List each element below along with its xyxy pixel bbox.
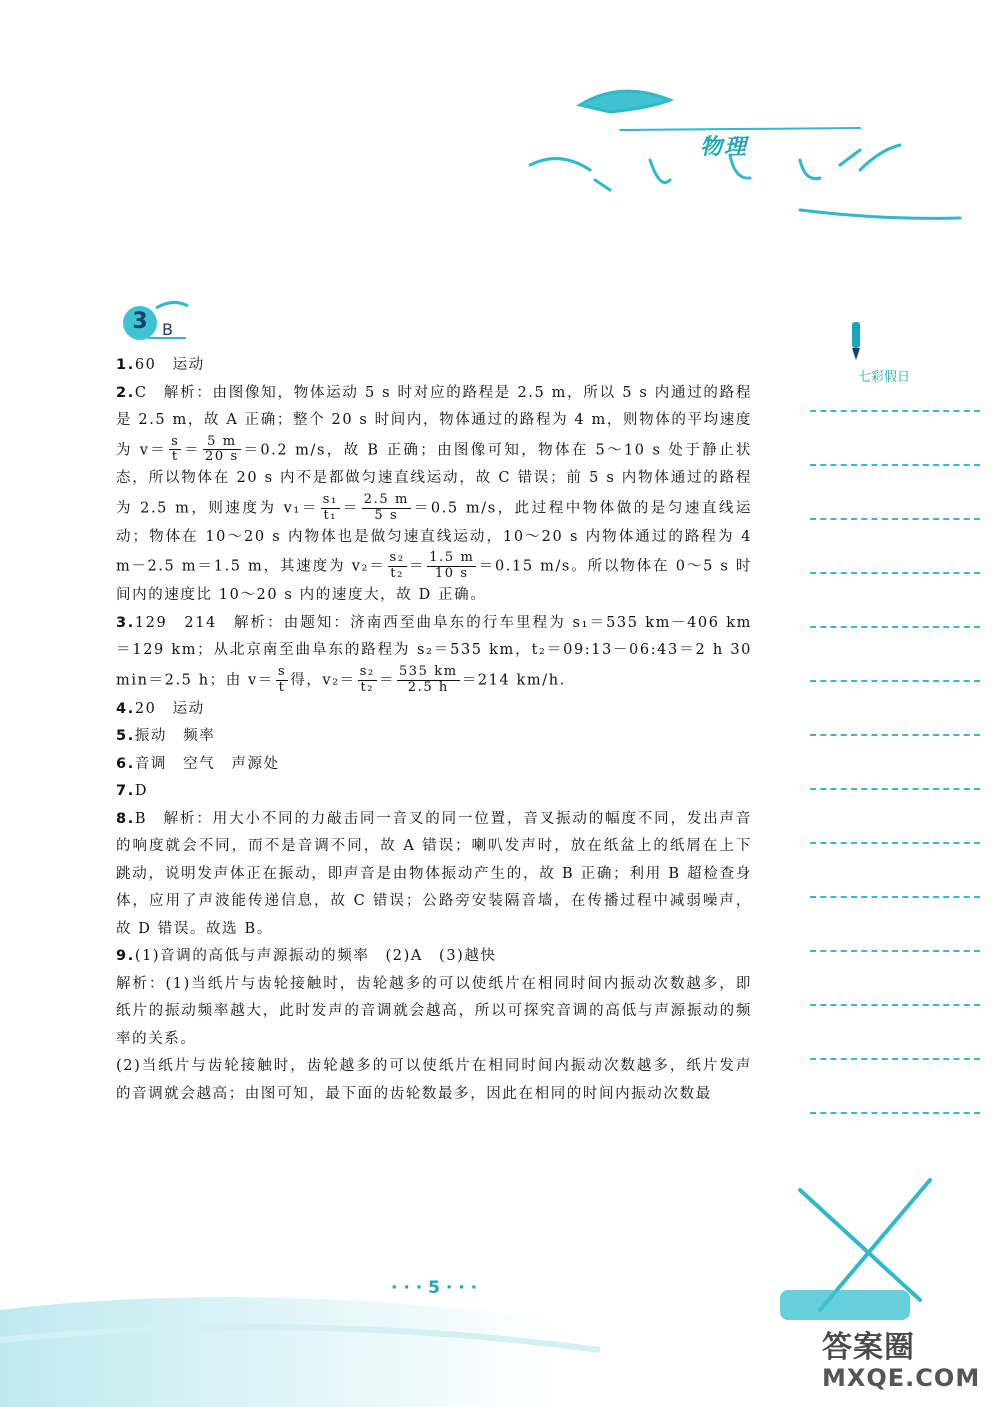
answer-item: 8.B 解析：用大小不同的力敲击同一音叉的同一位置，音叉振动的幅度不同，发出声音的响度就会不同，而不是音调不同，故 A 错误；喇叭发声时，放在纸盆上的纸屑在上下跳动，说明发声体正在振动，即声音是由物体振动产生的，故 B 正确；利用 B 超检查身体，应用了声波能传递信息，故 C 错误；公路旁安装隔音墙，在传播过程中减弱噪声，故 D 错误。故选 B。 bbox=[116, 810, 752, 937]
fraction: $\frac{\text{s₁}}{\text{t₁}}$ bbox=[322, 491, 338, 523]
sidebar-title: 七彩假日 bbox=[858, 370, 911, 385]
subject-label: 物理 bbox=[700, 135, 749, 160]
note-line bbox=[810, 734, 980, 736]
answer-item: 1.60 运动 bbox=[116, 357, 205, 373]
fraction: $\frac{s}{t}$ bbox=[277, 663, 287, 695]
footer-decoration bbox=[780, 1170, 980, 1330]
note-line bbox=[810, 1004, 980, 1006]
note-line bbox=[810, 410, 980, 412]
answer-item: 2.C 解析：由图像知，物体运动 5 s 时对应的路程是 2.5 m，所以 5 s 内通过的路程是 2.5 m，故 A 正确；整个 20 s 时间内，物体通过的路程为 4 m，则物体的平均速度为 v＝ $\frac{s}{t}$ ＝ $\frac{5 m}{20 s}$ ＝0.2 m/s，故 B 正确；由图像可知，物体在 5～10 s 处于静止状态，所以物体在 20 s 内不是都做匀速直线运动，故 C 错误；前 5 s 内物体通过的路程为 2.5 m，则速度为 v₁＝ $\frac{\text{s₁}}{\text{t₁}}$ ＝ $\frac{2.5 m}{5 s}$ ＝0.5 m/s，此过程中物体做的是匀速直线运动；物体在 10～20 s 内物体也是做匀速直线运动，10～20 s 内物体通过的路程为 4 m－2.5 m＝1.5 m，其速度为 v₂＝ $\frac{\text{s₂}}{\text{t₂}}$ ＝ $\frac{1.5 m}{10 s}$ ＝0.15 m/s。所以物体在 0～5 s 时间内的速度比 10～20 s 内的速度大，故 D 正确。 bbox=[116, 384, 752, 604]
answer-list bbox=[116, 352, 752, 1108]
section-number: 3 bbox=[132, 309, 148, 334]
explanation-paragraph: (2)当纸片与齿轮接触时，齿轮越多的可以使纸片在相同时间内振动次数越多，纸片发声的音调就会越高；由图可知，最下面的齿轮数最多，因此在相同的时间内振动次数最 bbox=[116, 1058, 752, 1102]
answer-item: 4.20 运动 bbox=[116, 700, 205, 717]
note-line bbox=[810, 626, 980, 628]
note-line bbox=[810, 518, 980, 520]
note-line bbox=[810, 464, 980, 466]
fraction: $\frac{2.5 m}{5 s}$ bbox=[363, 491, 409, 523]
fraction: $\frac{\text{s₂}}{\text{t₂}}$ bbox=[389, 550, 405, 582]
note-line bbox=[810, 1112, 980, 1114]
pen-icon bbox=[846, 320, 866, 362]
fraction: $\frac{\text{s₂}}{\text{t₂}}$ bbox=[359, 663, 375, 695]
note-line bbox=[810, 572, 980, 574]
answer-item: 5.振动 频率 bbox=[116, 728, 216, 744]
answer-item: 9.(1)音调的高低与声源振动的频率 (2)A (3)越快 bbox=[116, 948, 497, 964]
note-line bbox=[810, 788, 980, 790]
note-line bbox=[810, 842, 980, 844]
answer-item: 3.129 214 解析：由题知：济南西至曲阜东的行车里程为 s₁＝535 km－406 km＝129 km；从北京南至曲阜东的路程为 s₂＝535 km，t₂＝09:13－06:43＝2 h 30 min＝2.5 h；由 v＝ $\frac{s}{t}$ 得，v₂＝ $\frac{\text{s₂}}{\text{t₂}}$ ＝ $\frac{535 km}{2.5 h}$ ＝214 km/h. bbox=[116, 614, 752, 695]
watermark: 答案圈 bbox=[822, 1330, 915, 1365]
page-number: · · · 5 · · · bbox=[390, 1278, 478, 1298]
note-line bbox=[810, 1058, 980, 1060]
answer-item: 7.D bbox=[116, 783, 149, 799]
fraction: $\frac{5 m}{20 s}$ bbox=[205, 433, 239, 465]
fraction: $\frac{1.5 m}{10 s}$ bbox=[429, 550, 475, 582]
answer-item: 6.音调 空气 声源处 bbox=[116, 755, 280, 772]
note-line bbox=[810, 896, 980, 898]
note-line bbox=[810, 680, 980, 682]
note-line bbox=[810, 950, 980, 952]
explanation-paragraph: 解析：(1)当纸片与齿轮接触时，齿轮越多的可以使纸片在相同时间内振动次数越多，即纸片的振动频率越大，此时发声的音调就会越高，所以可探究音调的高低与声源振动的频率的关系。 bbox=[116, 975, 752, 1047]
fraction: $\frac{s}{t}$ bbox=[171, 433, 180, 465]
fraction: $\frac{535 km}{2.5 h}$ bbox=[398, 663, 458, 695]
section-letter: B bbox=[162, 320, 173, 339]
watermark-url: MXQE.COM bbox=[822, 1364, 981, 1392]
